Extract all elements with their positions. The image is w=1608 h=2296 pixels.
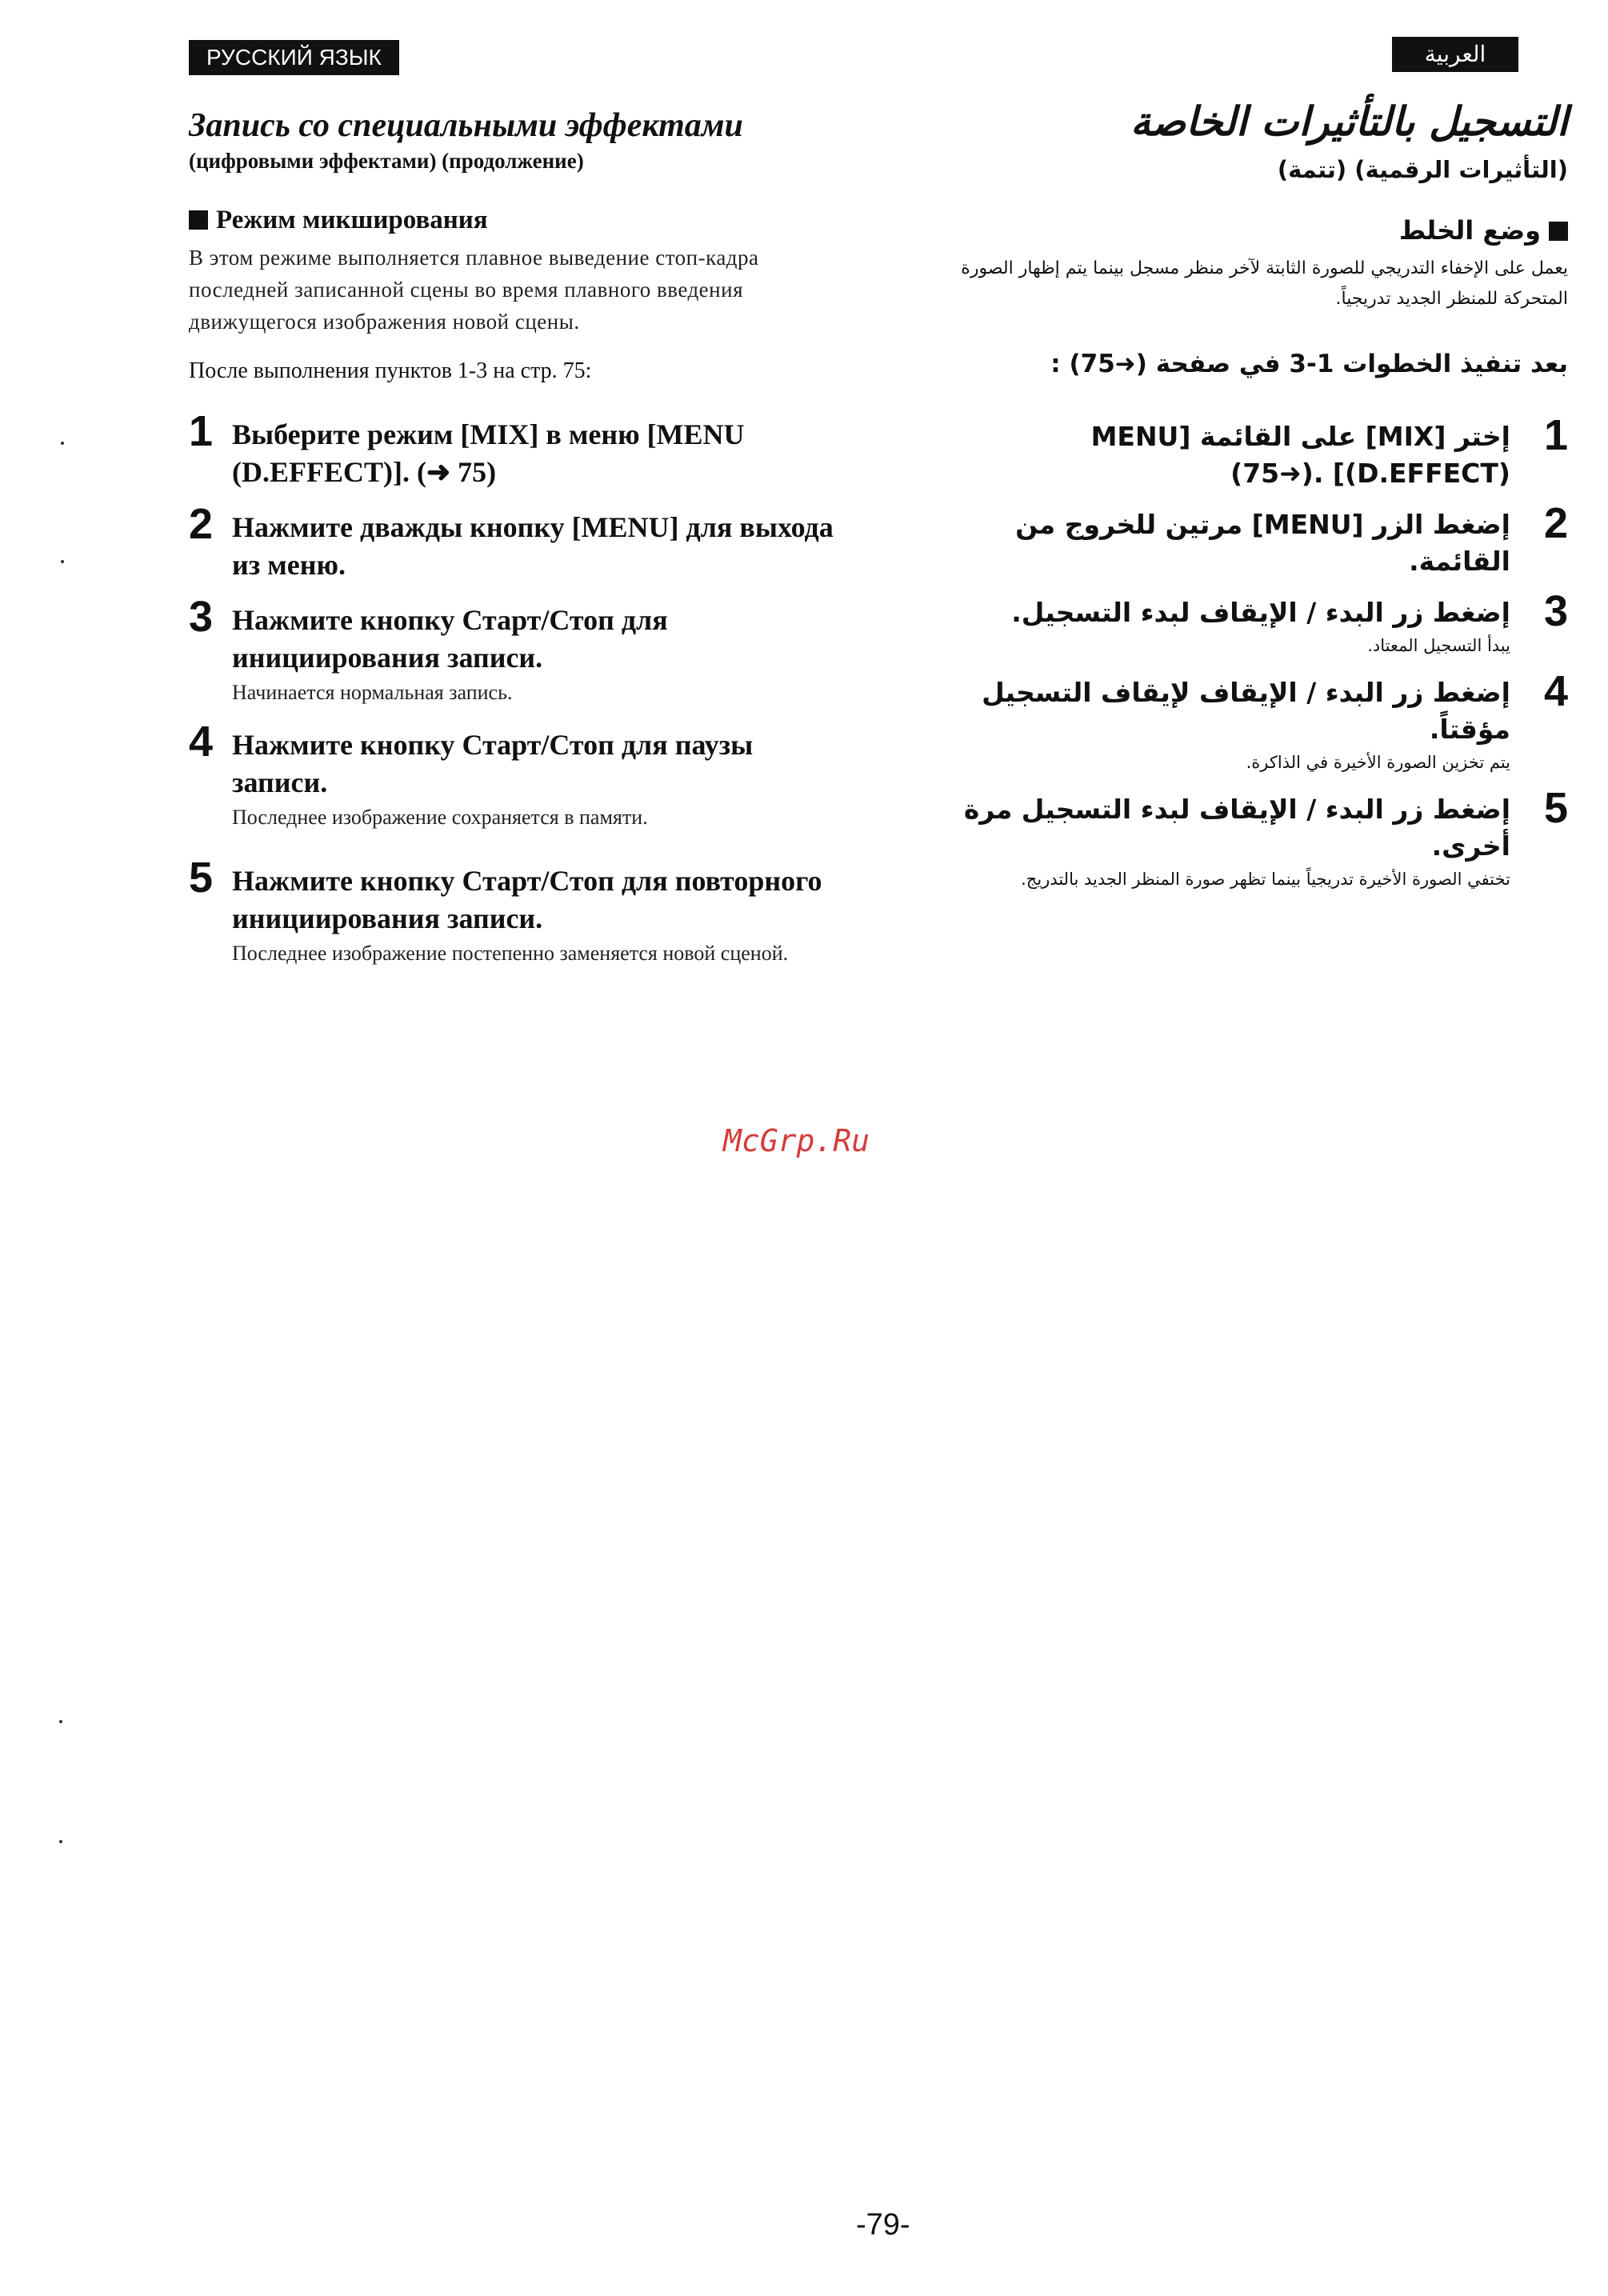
step-text: إضغط زر البدء / الإيقاف لبدء التسجيل. (1011, 597, 1510, 628)
arabic-column (928, 96, 1568, 908)
step-text: Нажмите кнопку Старт/Стоп для паузы записи. (232, 729, 754, 799)
step-number: 3 (189, 593, 214, 642)
step-number: 1 (189, 407, 214, 456)
step-note: يتم تخزين الصورة الأخيرة في الذاكرة. (1246, 753, 1510, 772)
scan-speck (59, 1840, 62, 1843)
after-steps-note-russian: После выполнения пунктов 1-3 на стр. 75: (189, 358, 592, 384)
page-number: -79- (856, 2208, 910, 2242)
step-3-russian (189, 593, 845, 709)
step-3-arabic (928, 587, 1568, 660)
section-heading-text: Режим микширования (216, 206, 488, 235)
after-steps-note-arabic: بعد تنفيذ الخطوات 1-3 في صفحة (➜75) : (1050, 350, 1568, 378)
page-title-arabic: التسجيل بالتأثيرات الخاصة (1130, 98, 1568, 145)
step-4-russian (189, 718, 845, 834)
step-2-russian (189, 500, 845, 584)
step-number: 3 (1543, 587, 1568, 635)
step-list-russian (189, 407, 845, 970)
step-number: 2 (189, 500, 214, 549)
step-note: تختفي الصورة الأخيرة تدريجياً بينما تظهر صورة المنظر الجديد بالتدريج. (1021, 870, 1510, 889)
language-tag-russian: РУССКИЙ ЯЗЫК (189, 40, 399, 75)
step-note: Последнее изображение постепенно заменяется новой сценой. (232, 942, 789, 966)
watermark: McGrp.Ru (723, 1123, 870, 1158)
step-4-arabic (928, 667, 1568, 777)
step-text: Нажмите дважды кнопку [MENU] для выхода из меню. (232, 511, 834, 582)
step-text: Нажмите кнопку Старт/Стоп для инициирования записи. (232, 604, 668, 674)
scan-speck (61, 442, 64, 445)
section-body-russian: В этом режиме выполняется плавное выведение стоп-кадра последней записанной сцены во время плавного введения движущегося изображения новой сцены. (189, 246, 759, 334)
section-heading-russian (189, 206, 845, 235)
page-subtitle-arabic: (التأثيرات الرقمية) (تتمة) (1277, 156, 1568, 183)
step-5-arabic (928, 784, 1568, 894)
step-text: Нажмите кнопку Старт/Стоп для повторного инициирования записи. (232, 865, 822, 935)
scan-speck (59, 1720, 62, 1723)
step-text: إضغط زر البدء / الإيقاف لبدء التسجيل مرة أخرى. (963, 794, 1510, 862)
step-text: إضغط الزر [MENU] مرتين للخروج من القائمة. (1015, 509, 1510, 577)
step-1-russian (189, 407, 845, 491)
step-5-russian (189, 854, 845, 970)
step-number: 5 (1543, 784, 1568, 832)
step-2-arabic (928, 499, 1568, 580)
step-number: 4 (189, 718, 214, 766)
step-1-arabic (928, 411, 1568, 492)
russian-column (189, 106, 845, 987)
square-bullet-icon (189, 210, 208, 230)
section-heading-text: وضع الخلط (1398, 215, 1541, 246)
step-note: يبدأ التسجيل المعتاد. (1367, 636, 1510, 655)
step-text: إضغط زر البدء / الإيقاف لإيقاف التسجيل مؤقتاً. (982, 677, 1510, 745)
step-text: Выберите режим [MIX] в меню [MENU (D.EFFECT)]. (➜ 75) (232, 418, 745, 489)
step-list-arabic (928, 411, 1568, 894)
step-text: إختر [MIX] على القائمة [MENU (D.EFFECT)] .(➜75) (1090, 421, 1510, 489)
scan-speck (61, 560, 64, 563)
step-note: Последнее изображение сохраняется в памяти. (232, 806, 648, 830)
language-tag-arabic: العربية (1392, 37, 1518, 72)
step-number: 2 (1543, 499, 1568, 547)
section-heading-arabic (928, 215, 1568, 246)
square-bullet-icon (1549, 222, 1568, 241)
section-body-arabic: يعمل على الإخفاء التدريجي للصورة الثابتة لآخر منظر مسجل بينما يتم إظهار الصورة المتحركة للمنظر الجديد تدريجياً. (961, 258, 1568, 309)
step-note: Начинается нормальная запись. (232, 681, 513, 705)
step-number: 1 (1543, 411, 1568, 459)
page-subtitle-russian: (цифровыми эффектами) (продолжение) (189, 149, 584, 174)
page-title-russian: Запись со специальными эффектами (189, 107, 743, 144)
step-number: 5 (189, 854, 214, 902)
step-number: 4 (1543, 667, 1568, 715)
